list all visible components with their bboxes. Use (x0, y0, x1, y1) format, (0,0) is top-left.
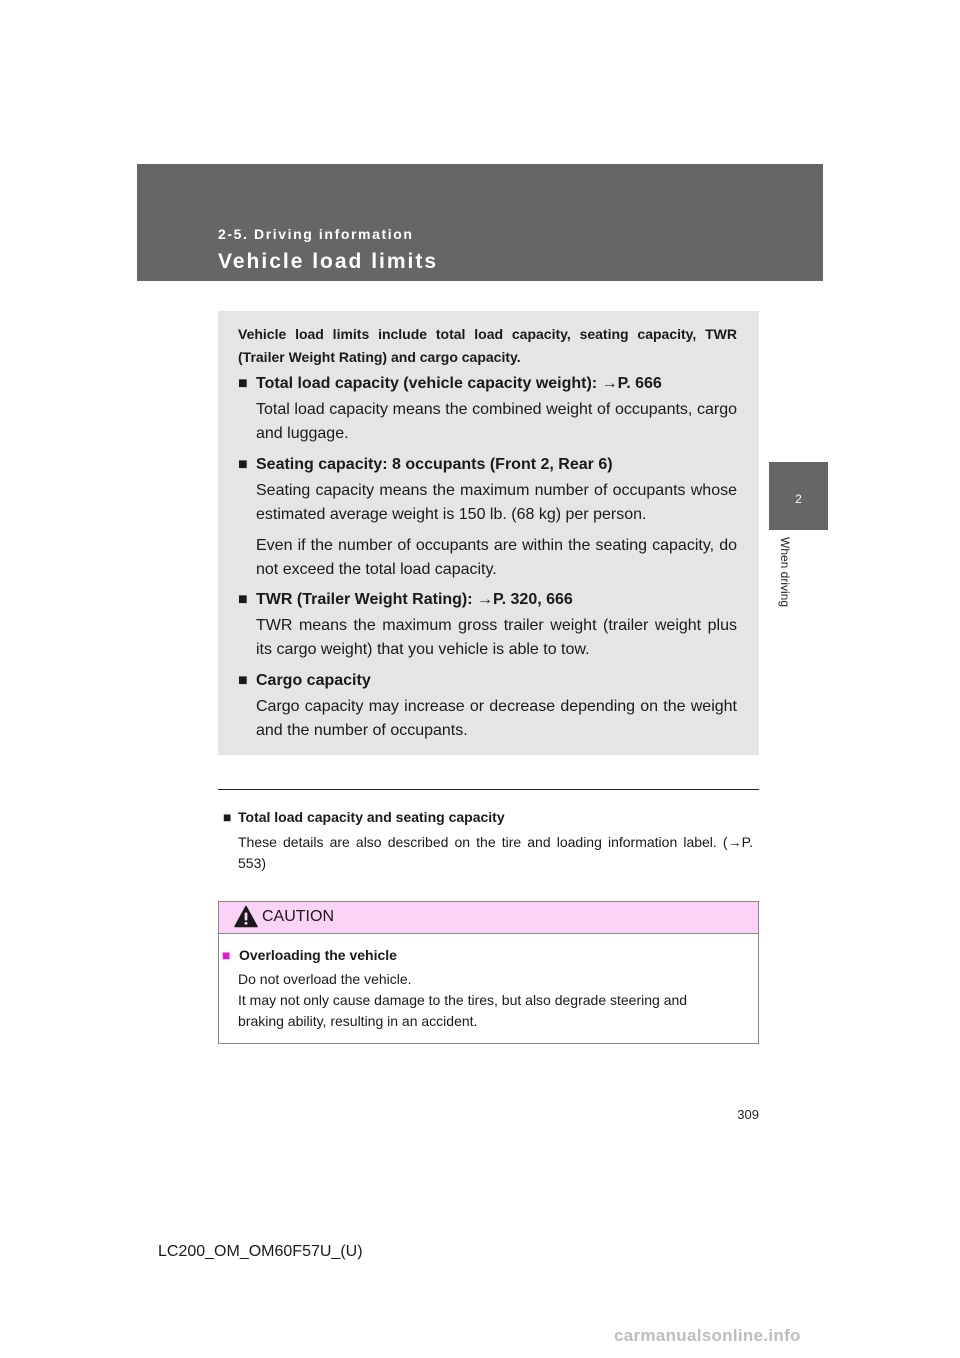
note-heading-text: Total load capacity and seating capacity (238, 809, 505, 825)
section-divider (218, 789, 759, 790)
section-label: 2-5. Driving information (218, 226, 414, 242)
item-heading-seating (238, 454, 613, 476)
caution-title: CAUTION (262, 908, 334, 925)
chapter-number: 2 (795, 492, 802, 506)
item-body-seating: Seating capacity means the maximum number of occupants whose estimated average weight is 150 lb. (68 kg) per person. (256, 482, 737, 523)
item-heading-text: Total load capacity (vehicle capacity weight): →P. 666 (256, 375, 662, 392)
item-body-total-load: Total load capacity means the combined weight of occupants, cargo and luggage. (256, 401, 737, 442)
item-body-twr: TWR means the maximum gross trailer weight (trailer weight plus its cargo weight) that you vehicle is able to tow. (256, 617, 737, 658)
item-heading-text: Seating capacity: 8 occupants (Front 2, Rear 6) (256, 456, 613, 473)
page-title: Vehicle load limits (218, 250, 439, 273)
square-bullet-icon: ■ (238, 456, 248, 473)
caution-heading (222, 945, 397, 965)
warning-triangle-icon (234, 905, 258, 928)
item-heading-cargo (238, 670, 371, 692)
watermark: carmanualsonline.info (614, 1326, 801, 1345)
document-code: LC200_OM_OM60F57U_(U) (158, 1243, 363, 1260)
square-bullet-icon: ■ (223, 809, 232, 825)
note-body: These details are also described on the tire and loading information label. (→P. 553) (238, 834, 753, 871)
square-bullet-icon: ■ (222, 947, 231, 963)
chapter-label: When driving (778, 537, 792, 608)
summary-box (218, 311, 759, 755)
caution-line: It may not only cause damage to the tires, but also degrade steering and (238, 992, 688, 1008)
caution-line: braking ability, resulting in an accident. (238, 1013, 478, 1029)
note-heading (223, 807, 505, 827)
square-bullet-icon: ■ (238, 375, 248, 392)
caution-heading-text: Overloading the vehicle (239, 947, 397, 963)
square-bullet-icon: ■ (238, 591, 248, 608)
item-body-seating-extra: Even if the number of occupants are within the seating capacity, do not exceed the total load capacity. (256, 537, 737, 578)
item-heading-total-load (238, 373, 662, 395)
caution-box (218, 901, 759, 1044)
item-body-cargo: Cargo capacity may increase or decrease depending on the weight and the number of occupants. (256, 698, 737, 739)
chapter-thumb-tab (769, 462, 828, 530)
caution-line: Do not overload the vehicle. (238, 971, 412, 987)
item-heading-twr (238, 589, 573, 611)
summary-intro: Vehicle load limits include total load capacity, seating capacity, TWR (Trailer Weight Rating) and cargo capacity. (238, 326, 737, 365)
item-heading-text: TWR (Trailer Weight Rating): →P. 320, 666 (256, 591, 573, 608)
square-bullet-icon: ■ (238, 672, 248, 689)
caution-header (219, 902, 758, 934)
item-heading-text: Cargo capacity (256, 672, 371, 689)
page-number: 309 (737, 1107, 759, 1122)
